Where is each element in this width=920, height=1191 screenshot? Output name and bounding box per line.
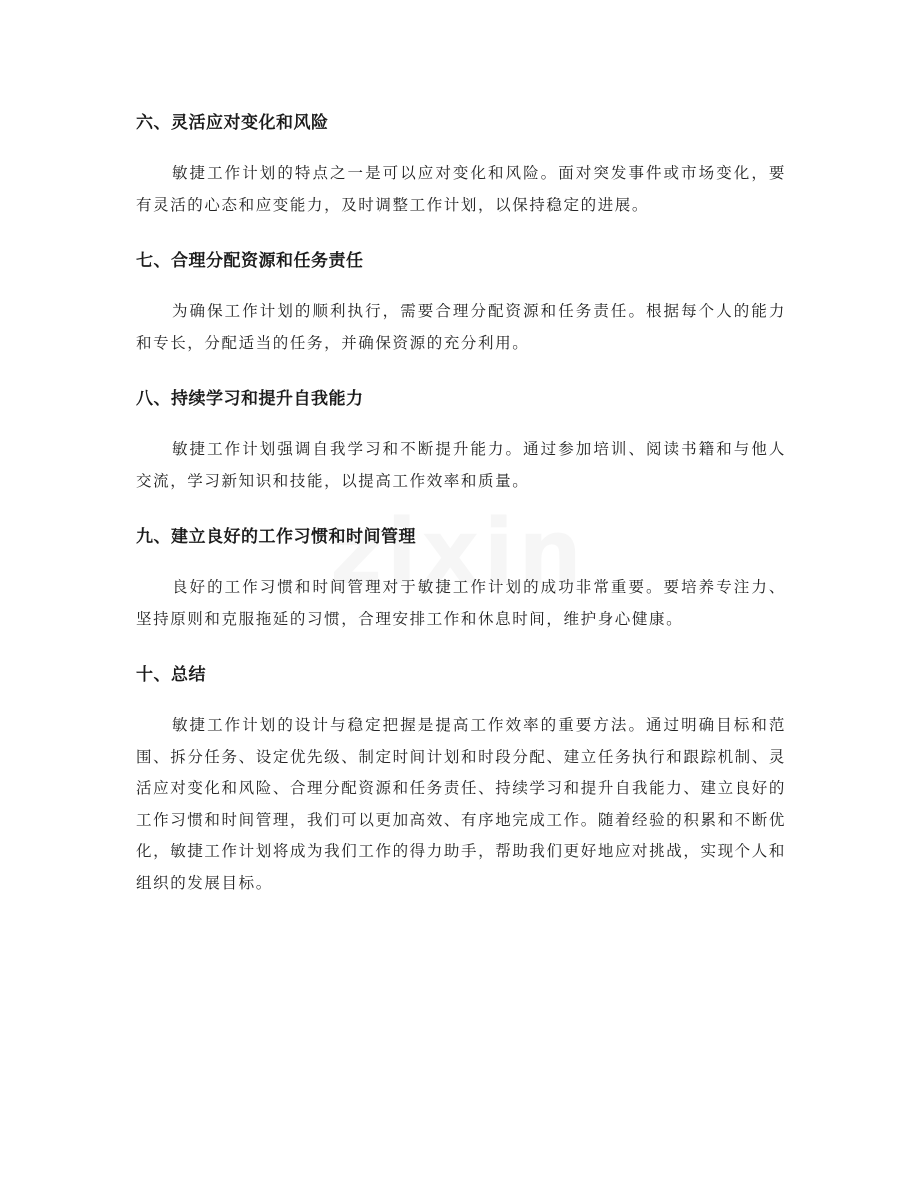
section-9 bbox=[136, 525, 786, 635]
section-heading: 八、持续学习和提升自我能力 bbox=[136, 389, 364, 409]
section-heading: 九、建立良好的工作习惯和时间管理 bbox=[136, 527, 416, 547]
section-heading: 十、总结 bbox=[136, 665, 206, 685]
section-heading: 七、合理分配资源和任务责任 bbox=[136, 251, 364, 271]
section-8 bbox=[136, 387, 786, 497]
section-7 bbox=[136, 249, 786, 359]
section-paragraph: 良好的工作习惯和时间管理对于敏捷工作计划的成功非常重要。要培养专注力、坚持原则和克服拖延的习惯，合理安排工作和休息时间，维护身心健康。 bbox=[136, 578, 786, 628]
section-6 bbox=[136, 111, 786, 221]
section-heading: 六、灵活应对变化和风险 bbox=[136, 113, 329, 133]
section-paragraph: 敏捷工作计划的设计与稳定把握是提高工作效率的重要方法。通过明确目标和范围、拆分任务、设定优先级、制定时间计划和时段分配、建立任务执行和跟踪机制、灵活应对变化和风险、合理分配资源和任务责任、持续学习和提升自我能力、建立良好的工作习惯和时间管理，我们可以更加高效、有序地完成工作。随着经验的积累和不断优化，敏捷工作计划将成为我们工作的得力助手，帮助我们更好地应对挑战，实现个人和组织的发展目标。 bbox=[136, 716, 786, 892]
section-10 bbox=[136, 663, 786, 899]
section-paragraph: 敏捷工作计划的特点之一是可以应对变化和风险。面对突发事件或市场变化，要有灵活的心态和应变能力，及时调整工作计划，以保持稳定的进展。 bbox=[136, 164, 786, 214]
section-paragraph: 敏捷工作计划强调自我学习和不断提升能力。通过参加培训、阅读书籍和与他人交流，学习新知识和技能，以提高工作效率和质量。 bbox=[136, 440, 786, 490]
section-paragraph: 为确保工作计划的顺利执行，需要合理分配资源和任务责任。根据每个人的能力和专长，分配适当的任务，并确保资源的充分利用。 bbox=[136, 302, 786, 352]
